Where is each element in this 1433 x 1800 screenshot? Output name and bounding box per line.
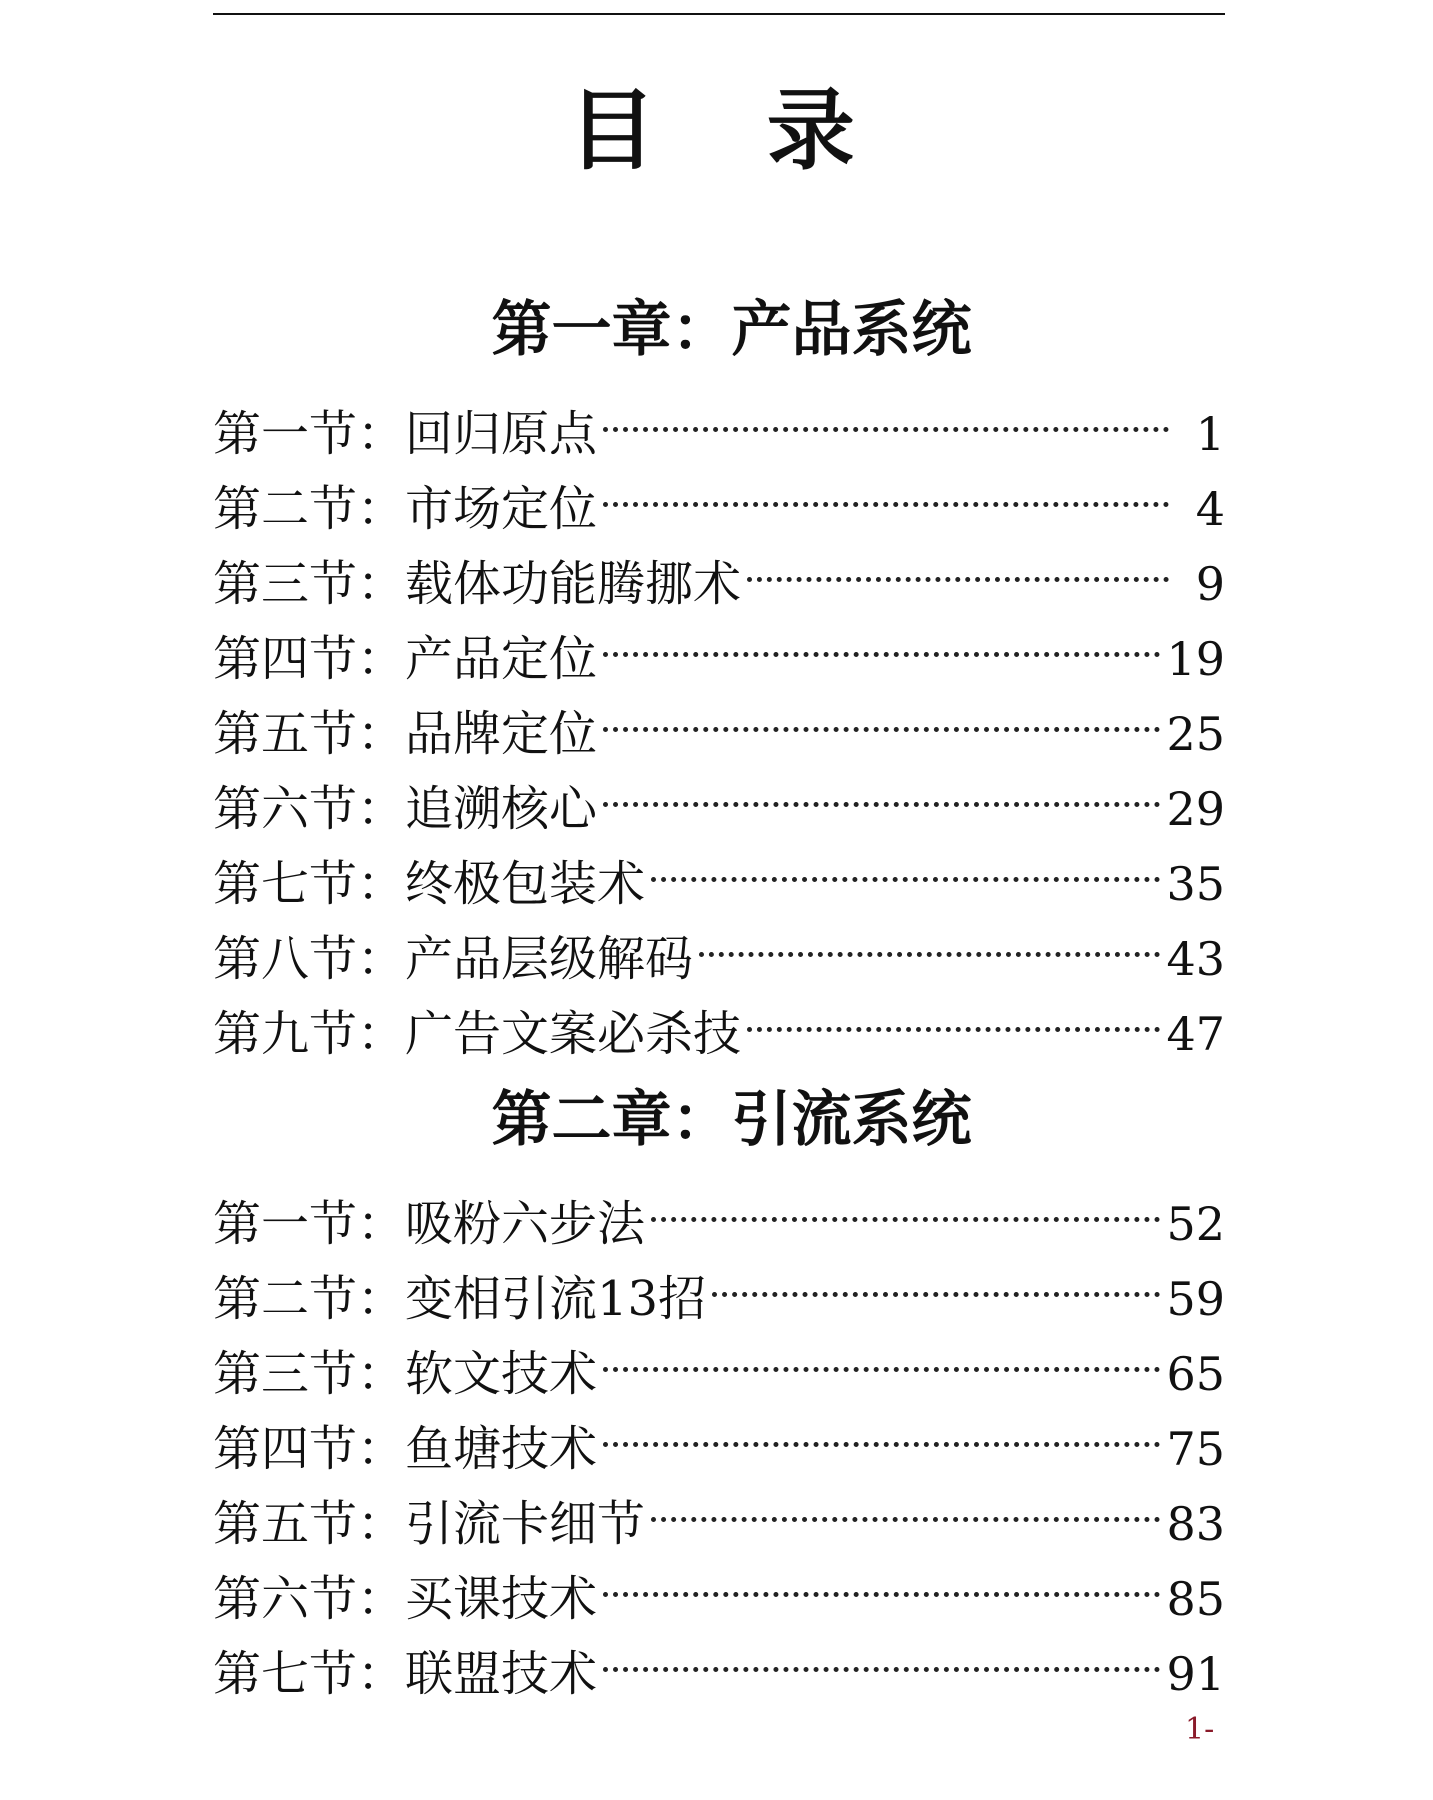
entry-section: 第四节：	[213, 631, 406, 687]
entry-page: 85	[1166, 1572, 1225, 1626]
entry-page: 25	[1166, 707, 1225, 761]
entry-page: 47	[1166, 1007, 1225, 1061]
toc-entry[interactable]	[213, 530, 1225, 612]
entry-title: 终极包装术	[405, 856, 646, 912]
toc-entry[interactable]	[213, 1245, 1225, 1327]
entry-title: 引流卡细节	[405, 1496, 646, 1552]
entry-section: 第二节：	[213, 1271, 406, 1327]
chapter-heading-2: 第二章：引流系统	[491, 1085, 972, 1155]
entry-page: 1	[1195, 407, 1225, 461]
dot-leader	[597, 380, 1175, 450]
entry-title: 载体功能腾挪术	[405, 556, 742, 612]
dot-leader	[597, 1320, 1166, 1390]
dot-leader	[645, 830, 1166, 900]
entry-section: 第五节：	[213, 706, 406, 762]
entry-section: 第二节：	[213, 481, 406, 537]
toc-entry[interactable]	[213, 1470, 1225, 1552]
entry-section: 第七节：	[213, 1646, 406, 1702]
entry-section: 第三节：	[213, 1346, 406, 1402]
entry-page: 52	[1166, 1197, 1225, 1251]
entry-page: 91	[1166, 1647, 1225, 1701]
toc-entry[interactable]	[213, 1620, 1225, 1702]
toc-entry[interactable]	[213, 830, 1225, 912]
dot-leader	[597, 755, 1166, 825]
entry-section: 第五节：	[213, 1496, 406, 1552]
toc-entry[interactable]	[213, 455, 1225, 537]
toc-entry[interactable]	[213, 905, 1225, 987]
entry-page: 19	[1166, 632, 1225, 686]
dot-leader	[597, 605, 1166, 675]
dot-leader	[741, 980, 1166, 1050]
entry-section: 第八节：	[213, 931, 406, 987]
entry-title: 市场定位	[405, 481, 598, 537]
dot-leader	[597, 455, 1175, 525]
top-rule	[213, 13, 1225, 15]
entry-title: 品牌定位	[405, 706, 598, 762]
dot-leader	[597, 1620, 1166, 1690]
entry-title: 广告文案必杀技	[405, 1006, 742, 1062]
dot-leader	[597, 1395, 1166, 1465]
toc-entry[interactable]	[213, 380, 1225, 462]
entry-section: 第一节：	[213, 406, 406, 462]
toc-entry[interactable]	[213, 1395, 1225, 1477]
toc-entry[interactable]	[213, 1320, 1225, 1402]
entry-page: 4	[1195, 482, 1225, 536]
entry-page: 59	[1166, 1272, 1225, 1326]
dot-leader	[693, 905, 1166, 975]
entry-page: 29	[1166, 782, 1225, 836]
entry-section: 第九节：	[213, 1006, 406, 1062]
entry-title: 变相引流13招	[405, 1271, 707, 1327]
entry-section: 第六节：	[213, 781, 406, 837]
entry-title: 软文技术	[405, 1346, 598, 1402]
entry-title: 产品层级解码	[405, 931, 694, 987]
dot-leader	[741, 530, 1175, 600]
entry-section: 第四节：	[213, 1421, 406, 1477]
dot-leader	[645, 1170, 1166, 1240]
dot-leader	[597, 1545, 1166, 1615]
toc-entry[interactable]	[213, 980, 1225, 1062]
entry-page: 35	[1166, 857, 1225, 911]
toc-entry[interactable]	[213, 755, 1225, 837]
entry-section: 第七节：	[213, 856, 406, 912]
entry-title: 鱼塘技术	[405, 1421, 598, 1477]
entry-title: 回归原点	[405, 406, 598, 462]
toc-entry[interactable]	[213, 680, 1225, 762]
toc-title: 目 录	[568, 78, 895, 182]
entry-section: 第三节：	[213, 556, 406, 612]
entry-title: 买课技术	[405, 1571, 598, 1627]
chapter-heading-1: 第一章：产品系统	[491, 295, 972, 365]
entry-page: 75	[1166, 1422, 1225, 1476]
entry-section: 第六节：	[213, 1571, 406, 1627]
toc-entry[interactable]	[213, 1170, 1225, 1252]
dot-leader	[597, 680, 1166, 750]
dot-leader	[706, 1245, 1166, 1315]
entry-title: 吸粉六步法	[405, 1196, 646, 1252]
page-number: 1-	[1185, 1712, 1215, 1747]
dot-leader	[645, 1470, 1166, 1540]
entry-title: 产品定位	[405, 631, 598, 687]
entry-page: 83	[1166, 1497, 1225, 1551]
entry-title: 追溯核心	[405, 781, 598, 837]
toc-entry[interactable]	[213, 1545, 1225, 1627]
entry-page: 43	[1166, 932, 1225, 986]
toc-entry[interactable]	[213, 605, 1225, 687]
entry-title: 联盟技术	[405, 1646, 598, 1702]
entry-page: 65	[1166, 1347, 1225, 1401]
entry-section: 第一节：	[213, 1196, 406, 1252]
entry-page: 9	[1195, 557, 1225, 611]
